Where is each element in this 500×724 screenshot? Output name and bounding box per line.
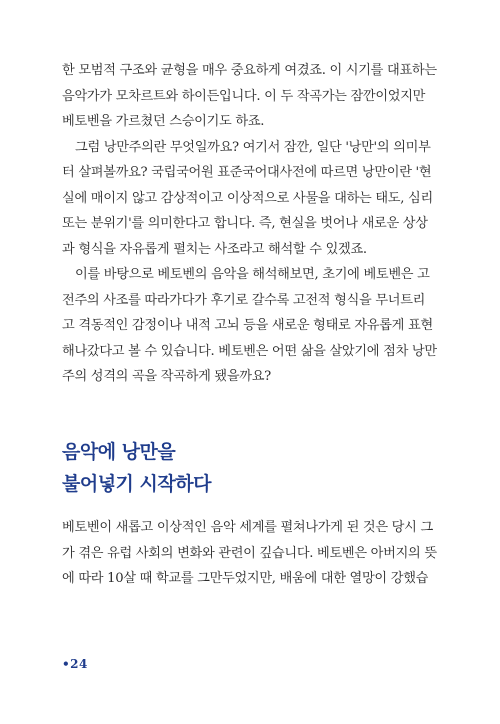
paragraph-3 [62,262,462,390]
text-line: 베토벤이 새롭고 이상적인 음악 세계를 펼쳐나가게 된 것은 당시 그 [62,520,433,535]
text-line: 이를 바탕으로 베토벤의 음악을 해석해보면, 초기에 베토벤은 고 [75,267,430,282]
section-heading-line: 불어넣기 시작하다 [62,473,211,495]
text-line: 터 살펴볼까요? 국립국어원 표준국어대사전에 따르면 낭만이란 '현 [62,165,432,180]
text-line: 실에 매이지 않고 감상적이고 이상적으로 사물을 대하는 태도, 심리 [62,190,433,206]
text-line: 전주의 사조를 따라가다가 후기로 갈수록 고전적 형식을 무너트리 [62,292,426,308]
text-line: 베토벤을 가르쳤던 스승이기도 하죠. [62,114,265,129]
text-line: 한 모범적 구조와 균형을 매우 중요하게 여겼죠. 이 시기를 대표하는 [62,63,437,78]
page-number-prefix: • [62,657,71,671]
page-number-value: 24 [70,657,88,671]
paragraph-2 [62,135,462,263]
text-line: 음악가가 모차르트와 하이든입니다. 이 두 작곡가는 잠깐이었지만 [62,88,426,104]
text-line: 고 격동적인 감정이나 내적 고뇌 등을 새로운 형태로 자유롭게 표현 [62,318,433,333]
text-line: 주의 성격의 곡을 작곡하게 됐을까요? [62,369,271,384]
section-heading [62,436,462,500]
text-line: 가 겪은 유럽 사회의 변화와 관련이 깊습니다. 베토벤은 아버지의 뜻 [62,545,437,561]
text-line: 에 따라 10살 때 학교를 그만두었지만, 배움에 대한 열망이 강했습 [62,571,429,586]
text-line: 해나갔다고 볼 수 있습니다. 베토벤은 어떤 삶을 살았기에 점차 낭만 [62,343,437,359]
text-line: 또는 분위기'를 의미한다고 합니다. 즉, 현실을 벗어나 새로운 상상 [62,216,428,231]
paragraph-1 [62,58,462,135]
section-heading-line: 음악에 낭만을 [62,441,176,463]
page-number [62,657,88,671]
paragraph-4 [62,515,462,592]
text-line: 그럼 낭만주의란 무엇일까요? 여기서 잠깐, 일단 '낭만'의 의미부 [75,139,431,155]
text-line: 과 형식을 자유롭게 펼치는 사조라고 해석할 수 있겠죠. [62,241,367,257]
